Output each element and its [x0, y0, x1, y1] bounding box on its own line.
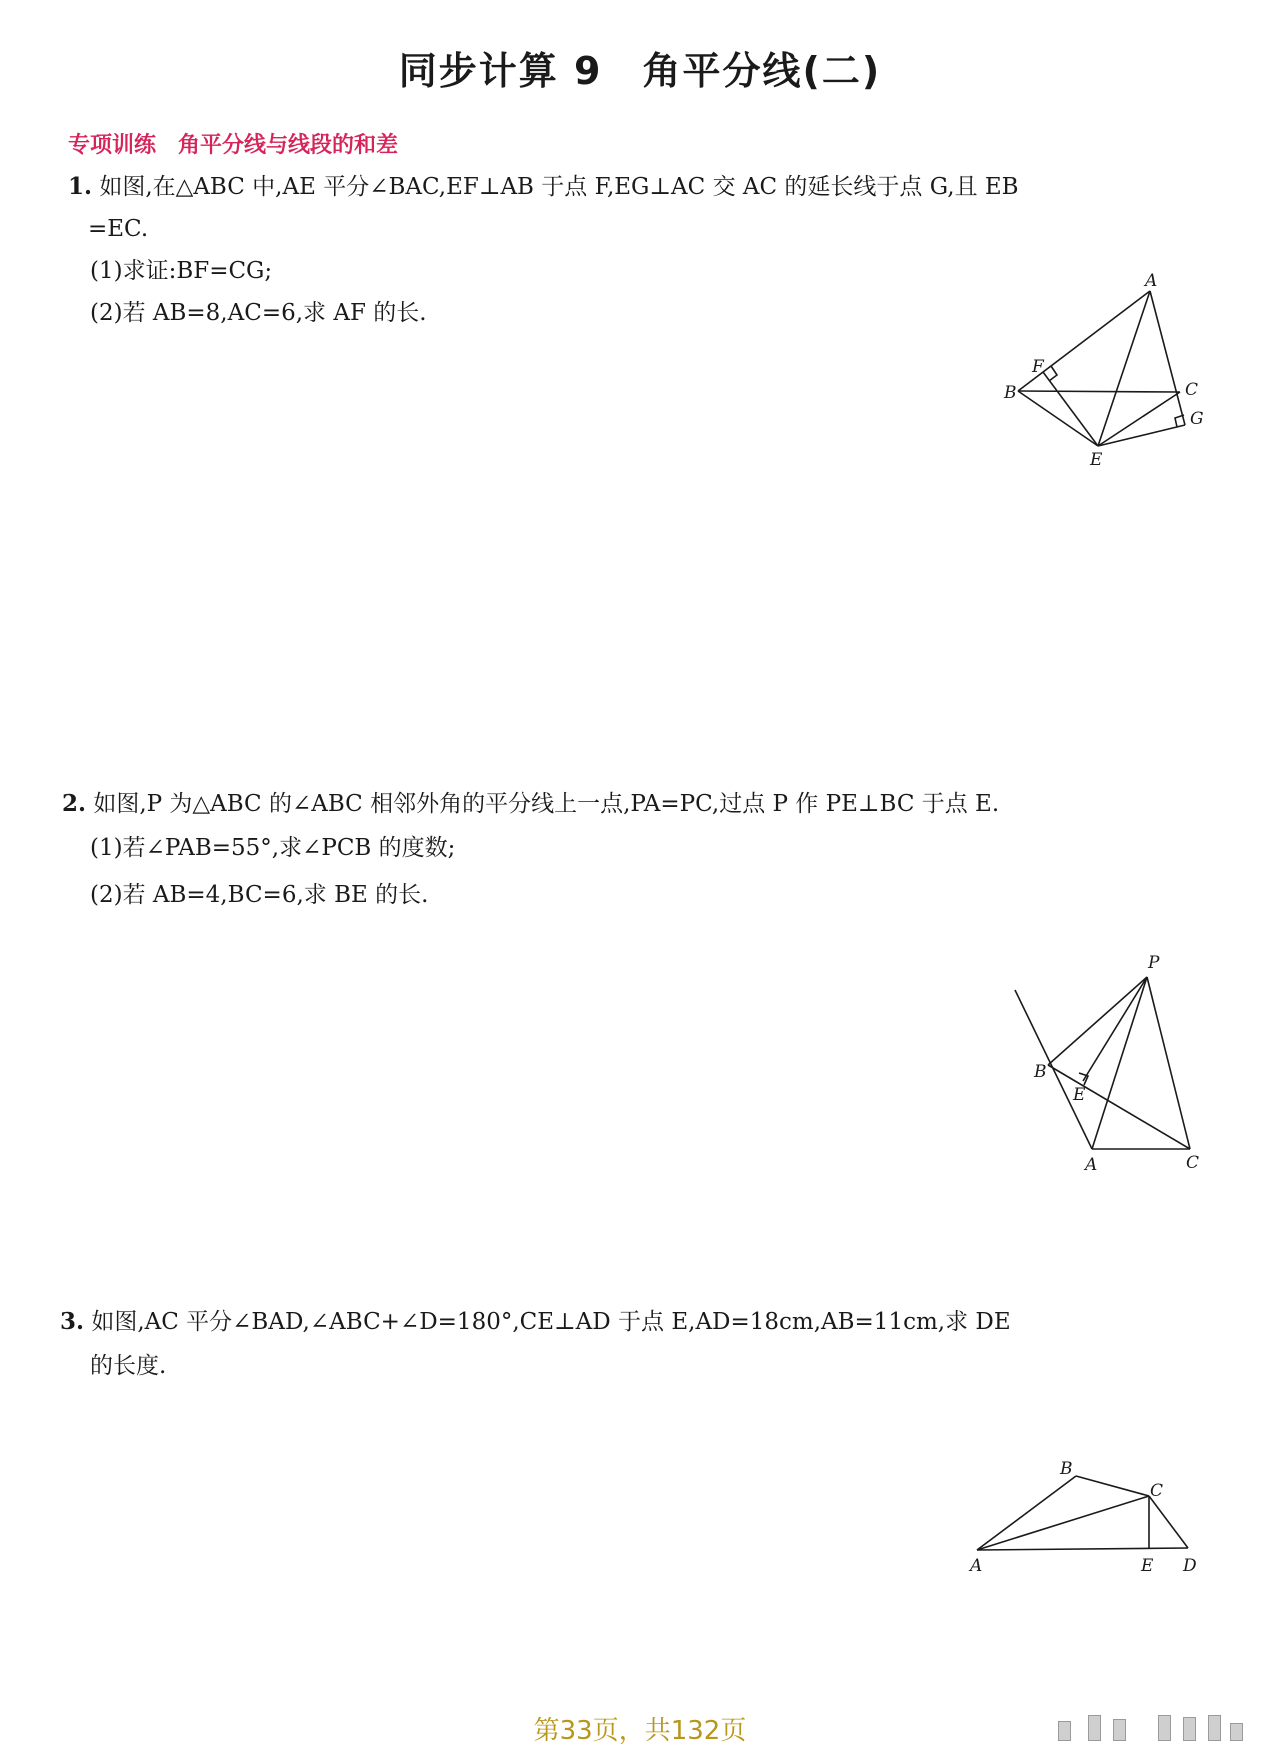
- problem-2-part-2: (2)若 AB=4,BC=6,求 BE 的长.: [90, 882, 429, 908]
- fig2-label-A: A: [1085, 1155, 1098, 1175]
- scrubber-tick: [1183, 1717, 1196, 1741]
- problem-3-stem-cont: 的长度.: [90, 1353, 167, 1379]
- fig3-seg-CD: [1149, 1496, 1188, 1548]
- fig3-label-A: A: [970, 1556, 983, 1576]
- fig1-label-A: A: [1145, 271, 1158, 291]
- section-heading: 专项训练 角平分线与线段的和差: [68, 133, 399, 158]
- problem-1-part-1: (1)求证:BF=CG;: [90, 258, 273, 284]
- problem-2-stem: 如图,P 为△ABC 的∠ABC 相邻外角的平分线上一点,PA=PC,过点 P 作 PE⊥BC 于点 E.: [93, 791, 1000, 817]
- fig3-label-D: D: [1183, 1556, 1197, 1576]
- page-counter: 第33页，共132页: [533, 1716, 747, 1746]
- problem-1-number: 1.: [68, 173, 93, 200]
- fig2-label-B: B: [1034, 1062, 1047, 1082]
- problem-2-number: 2.: [62, 790, 87, 817]
- problem-3-stem: 如图,AC 平分∠BAD,∠ABC+∠D=180°,CE⊥AD 于点 E,AD=18cm,AB=11cm,求 DE: [91, 1309, 1011, 1335]
- fig3-label-E: E: [1141, 1556, 1154, 1576]
- fig3-seg-AD: [977, 1548, 1188, 1550]
- scrubber-tick: [1113, 1719, 1126, 1741]
- scrubber-tick: [1230, 1723, 1243, 1741]
- scrubber-tick: [1208, 1715, 1221, 1741]
- fig2-label-C: C: [1186, 1153, 1200, 1173]
- page-scrubber[interactable]: [1058, 1715, 1248, 1741]
- problem-3-number: 3.: [60, 1308, 85, 1335]
- fig1-label-F: F: [1032, 357, 1044, 377]
- fig1-label-E: E: [1090, 450, 1103, 470]
- fig3-seg-BC: [1076, 1476, 1149, 1496]
- fig3-label-C: C: [1150, 1481, 1164, 1501]
- problem-1-part-2: (2)若 AB=8,AC=6,求 AF 的长.: [90, 300, 427, 326]
- fig3-seg-AC: [977, 1496, 1149, 1550]
- scrubber-tick: [1088, 1715, 1101, 1741]
- page-title: 同步计算 9 角平分线(二): [398, 49, 882, 93]
- scrubber-tick: [1058, 1721, 1071, 1741]
- fig1-label-G: G: [1190, 409, 1204, 429]
- fig2-label-P: P: [1148, 953, 1160, 973]
- problem-2-part-1: (1)若∠PAB=55°,求∠PCB 的度数;: [90, 835, 456, 861]
- problem-1-stem-cont: =EC.: [88, 216, 149, 242]
- fig3-label-B: B: [1060, 1459, 1073, 1479]
- scrubber-tick: [1158, 1715, 1171, 1741]
- problem-1-stem: 如图,在△ABC 中,AE 平分∠BAC,EF⊥AB 于点 F,EG⊥AC 交 AC 的延长线于点 G,且 EB: [99, 174, 1019, 200]
- fig2-label-E: E: [1073, 1085, 1086, 1105]
- fig3-seg-AB: [977, 1476, 1076, 1550]
- fig1-label-C: C: [1185, 380, 1199, 400]
- fig1-label-B: B: [1004, 383, 1017, 403]
